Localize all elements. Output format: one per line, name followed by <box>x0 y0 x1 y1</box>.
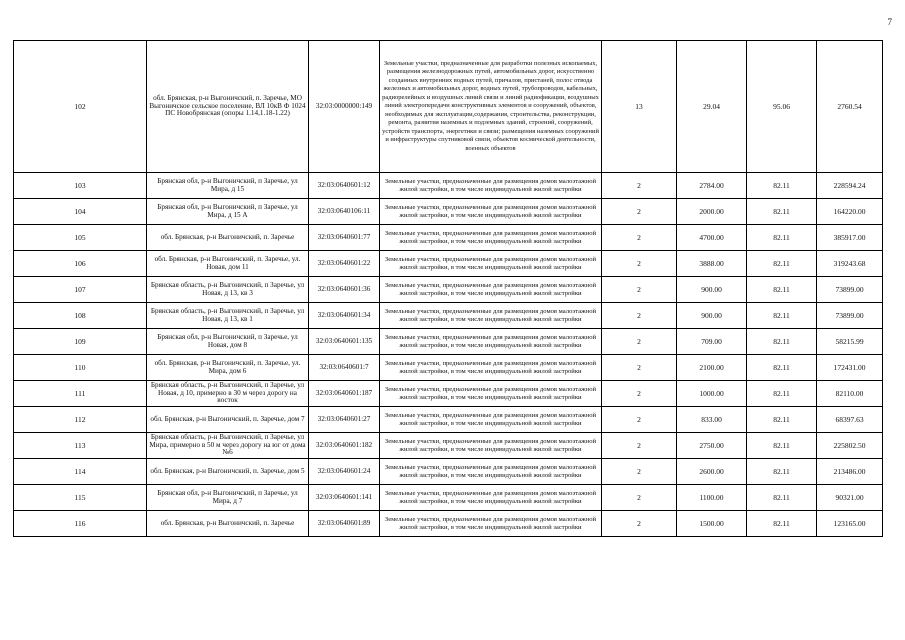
address-cell: Брянская область, р-н Выгоничский, п Заречье, ул Новая, д 13, кв 3 <box>147 277 309 303</box>
cadastral-number-cell: 32:03:0640601:187 <box>309 381 380 407</box>
area-cell: 4700.00 <box>677 225 747 251</box>
address-cell: обл. Брянская, р-н Выгоничский, п. Заречье <box>147 511 309 537</box>
land-use-cell: Земельные участки, предназначенные для размещения домов малоэтажной жилой застройки, в том числе индивидуальной жилой застройки <box>380 225 602 251</box>
category-code-cell: 2 <box>602 225 677 251</box>
area-cell: 2000.00 <box>677 199 747 225</box>
cadastral-number-cell: 32:03:0000000:149 <box>309 41 380 173</box>
table-row <box>14 199 883 225</box>
specific-value-cell: 82.11 <box>747 329 817 355</box>
category-code-cell: 2 <box>602 407 677 433</box>
land-use-cell: Земельные участки, предназначенные для размещения домов малоэтажной жилой застройки, в том числе индивидуальной жилой застройки <box>380 277 602 303</box>
category-code-cell: 13 <box>602 41 677 173</box>
table-row <box>14 173 883 199</box>
cadastral-number-cell: 32:03:0640601:22 <box>309 251 380 277</box>
land-use-cell: Земельные участки, предназначенные для размещения домов малоэтажной жилой застройки, в том числе индивидуальной жилой застройки <box>380 407 602 433</box>
land-use-cell: Земельные участки, предназначенные для размещения домов малоэтажной жилой застройки, в том числе индивидуальной жилой застройки <box>380 381 602 407</box>
land-use-cell: Земельные участки, предназначенные для размещения домов малоэтажной жилой застройки, в том числе индивидуальной жилой застройки <box>380 459 602 485</box>
specific-value-cell: 95.06 <box>747 41 817 173</box>
cadastral-value-cell: 123165.00 <box>817 511 883 537</box>
land-use-cell: Земельные участки, предназначенные для разработки полезных ископаемых, размещения железнодорожных путей, автомобильных дорог, искусственно созданных внутренних водных путей, причалов, пристаней, полос отвода железных и автомобильных дорог, водных путей, трубопроводов, кабельных, радиорелейных и воздушных линий связи и линий радиофикации, воздушных линий электропередачи конструктивных элементов и сооружений, объектов, необходимых для эксплуатации,содержания, строительства, реконструкции, ремонта, развития наземных и подземных зданий, строений, сооружений, устройств транспорта, энергетики и связи; размещения наземных сооружений и инфраструктуры спутниковой связи, объектов космической деятельности, военных объектов <box>380 41 602 173</box>
table-row <box>14 225 883 251</box>
area-cell: 709.00 <box>677 329 747 355</box>
area-cell: 1500.00 <box>677 511 747 537</box>
table-row <box>14 511 883 537</box>
category-code-cell: 2 <box>602 173 677 199</box>
specific-value-cell: 82.11 <box>747 381 817 407</box>
cadastral-number-cell: 32:03:0640601:36 <box>309 277 380 303</box>
address-cell: Брянская обл, р-н Выгоничский, п Заречье, ул Новая, дом 8 <box>147 329 309 355</box>
row-number-cell: 105 <box>14 225 147 251</box>
specific-value-cell: 82.11 <box>747 433 817 459</box>
address-cell: обл. Брянская, р-н Выгоничский, п. Заречье, ул. Мира, дом 6 <box>147 355 309 381</box>
address-cell: обл. Брянская, р-н Выгоничский, п. Заречье, ул. Новая, дом 11 <box>147 251 309 277</box>
area-cell: 29.04 <box>677 41 747 173</box>
cadastral-number-cell: 32:03:0640601:135 <box>309 329 380 355</box>
table-row <box>14 381 883 407</box>
table-row <box>14 41 883 173</box>
land-use-cell: Земельные участки, предназначенные для размещения домов малоэтажной жилой застройки, в том числе индивидуальной жилой застройки <box>380 355 602 381</box>
row-number-cell: 111 <box>14 381 147 407</box>
row-number-cell: 109 <box>14 329 147 355</box>
specific-value-cell: 82.11 <box>747 225 817 251</box>
specific-value-cell: 82.11 <box>747 173 817 199</box>
address-cell: обл. Брянская, р-н Выгоничский, п. Заречье, дом 7 <box>147 407 309 433</box>
specific-value-cell: 82.11 <box>747 459 817 485</box>
category-code-cell: 2 <box>602 329 677 355</box>
specific-value-cell: 82.11 <box>747 511 817 537</box>
specific-value-cell: 82.11 <box>747 485 817 511</box>
cadastral-number-cell: 32:03:0640601:89 <box>309 511 380 537</box>
address-cell: обл. Брянская, р-н Выгоничский, п. Заречье, МО Выгоничское сельское поселение, ВЛ 10кВ Ф 1024 ПС Новобрянская (опоры 1.14,1.18-1.22) <box>147 41 309 173</box>
category-code-cell: 2 <box>602 381 677 407</box>
cadastral-value-cell: 319243.68 <box>817 251 883 277</box>
specific-value-cell: 82.11 <box>747 277 817 303</box>
specific-value-cell: 82.11 <box>747 355 817 381</box>
table-row <box>14 459 883 485</box>
land-use-cell: Земельные участки, предназначенные для размещения домов малоэтажной жилой застройки, в том числе индивидуальной жилой застройки <box>380 173 602 199</box>
land-use-cell: Земельные участки, предназначенные для размещения домов малоэтажной жилой застройки, в том числе индивидуальной жилой застройки <box>380 199 602 225</box>
row-number-cell: 113 <box>14 433 147 459</box>
table-row <box>14 277 883 303</box>
row-number-cell: 102 <box>14 41 147 173</box>
cadastral-value-cell: 90321.00 <box>817 485 883 511</box>
row-number-cell: 104 <box>14 199 147 225</box>
cadastral-number-cell: 32:03:0640601:7 <box>309 355 380 381</box>
page-number: 7 <box>887 17 892 27</box>
cadastral-number-cell: 32:03:0640601:12 <box>309 173 380 199</box>
land-use-cell: Земельные участки, предназначенные для размещения домов малоэтажной жилой застройки, в том числе индивидуальной жилой застройки <box>380 485 602 511</box>
category-code-cell: 2 <box>602 251 677 277</box>
address-cell: Брянская обл, р-н Выгоничский, п Заречье, ул Мира, д 15 А <box>147 199 309 225</box>
area-cell: 900.00 <box>677 303 747 329</box>
category-code-cell: 2 <box>602 303 677 329</box>
area-cell: 2600.00 <box>677 459 747 485</box>
area-cell: 2784.00 <box>677 173 747 199</box>
row-number-cell: 110 <box>14 355 147 381</box>
row-number-cell: 106 <box>14 251 147 277</box>
land-use-cell: Земельные участки, предназначенные для размещения домов малоэтажной жилой застройки, в том числе индивидуальной жилой застройки <box>380 329 602 355</box>
specific-value-cell: 82.11 <box>747 251 817 277</box>
cadastral-value-cell: 385917.00 <box>817 225 883 251</box>
cadastral-value-cell: 73899.00 <box>817 277 883 303</box>
area-cell: 3888.00 <box>677 251 747 277</box>
row-number-cell: 116 <box>14 511 147 537</box>
cadastral-number-cell: 32:03:0640601:27 <box>309 407 380 433</box>
table-row <box>14 303 883 329</box>
address-cell: обл. Брянская, р-н Выгоничский, п. Заречье, дом 5 <box>147 459 309 485</box>
area-cell: 2750.00 <box>677 433 747 459</box>
address-cell: обл. Брянская, р-н Выгоничский, п. Заречье <box>147 225 309 251</box>
table-row <box>14 251 883 277</box>
category-code-cell: 2 <box>602 485 677 511</box>
cadastral-value-cell: 68397.63 <box>817 407 883 433</box>
cadastral-number-cell: 32:03:0640601:24 <box>309 459 380 485</box>
table-row <box>14 485 883 511</box>
category-code-cell: 2 <box>602 511 677 537</box>
cadastral-value-cell: 58215.99 <box>817 329 883 355</box>
category-code-cell: 2 <box>602 199 677 225</box>
table-row <box>14 329 883 355</box>
cadastral-value-cell: 172431.00 <box>817 355 883 381</box>
cadastral-value-table <box>13 40 883 537</box>
area-cell: 833.00 <box>677 407 747 433</box>
cadastral-value-cell: 164220.00 <box>817 199 883 225</box>
category-code-cell: 2 <box>602 433 677 459</box>
cadastral-value-cell: 225802.50 <box>817 433 883 459</box>
cadastral-value-cell: 2760.54 <box>817 41 883 173</box>
cadastral-number-cell: 32:03:0640106:11 <box>309 199 380 225</box>
category-code-cell: 2 <box>602 277 677 303</box>
cadastral-number-cell: 32:03:0640601:34 <box>309 303 380 329</box>
land-use-cell: Земельные участки, предназначенные для размещения домов малоэтажной жилой застройки, в том числе индивидуальной жилой застройки <box>380 433 602 459</box>
cadastral-value-cell: 73899.00 <box>817 303 883 329</box>
land-use-cell: Земельные участки, предназначенные для размещения домов малоэтажной жилой застройки, в том числе индивидуальной жилой застройки <box>380 303 602 329</box>
land-use-cell: Земельные участки, предназначенные для размещения домов малоэтажной жилой застройки, в том числе индивидуальной жилой застройки <box>380 511 602 537</box>
row-number-cell: 115 <box>14 485 147 511</box>
land-use-cell: Земельные участки, предназначенные для размещения домов малоэтажной жилой застройки, в том числе индивидуальной жилой застройки <box>380 251 602 277</box>
cadastral-value-cell: 213486.00 <box>817 459 883 485</box>
address-cell: Брянская область, р-н Выгоничский, п Заречье, ул Новая, д 10, примерно в 30 м через дорогу на восток <box>147 381 309 407</box>
address-cell: Брянская обл, р-н Выгоничский, п Заречье, ул Мира, д 15 <box>147 173 309 199</box>
area-cell: 2100.00 <box>677 355 747 381</box>
cadastral-number-cell: 32:03:0640601:77 <box>309 225 380 251</box>
table-body <box>14 41 883 537</box>
cadastral-value-cell: 228594.24 <box>817 173 883 199</box>
row-number-cell: 114 <box>14 459 147 485</box>
table-row <box>14 407 883 433</box>
specific-value-cell: 82.11 <box>747 303 817 329</box>
category-code-cell: 2 <box>602 459 677 485</box>
table-row <box>14 355 883 381</box>
address-cell: Брянская обл, р-н Выгоничский, п Заречье, ул Мира, д 7 <box>147 485 309 511</box>
row-number-cell: 108 <box>14 303 147 329</box>
address-cell: Брянская область, р-н Выгоничский, п Заречье, ул Новая, д 13, кв 1 <box>147 303 309 329</box>
area-cell: 1100.00 <box>677 485 747 511</box>
row-number-cell: 112 <box>14 407 147 433</box>
table-row <box>14 433 883 459</box>
cadastral-value-cell: 82110.00 <box>817 381 883 407</box>
category-code-cell: 2 <box>602 355 677 381</box>
area-cell: 900.00 <box>677 277 747 303</box>
specific-value-cell: 82.11 <box>747 407 817 433</box>
address-cell: Брянская область, р-н Выгоничский, п Заречье, ул Мира, примерно в 50 м через дорогу на юг от дома №6 <box>147 433 309 459</box>
row-number-cell: 103 <box>14 173 147 199</box>
area-cell: 1000.00 <box>677 381 747 407</box>
specific-value-cell: 82.11 <box>747 199 817 225</box>
cadastral-number-cell: 32:03:0640601:141 <box>309 485 380 511</box>
cadastral-number-cell: 32:03:0640601:182 <box>309 433 380 459</box>
row-number-cell: 107 <box>14 277 147 303</box>
